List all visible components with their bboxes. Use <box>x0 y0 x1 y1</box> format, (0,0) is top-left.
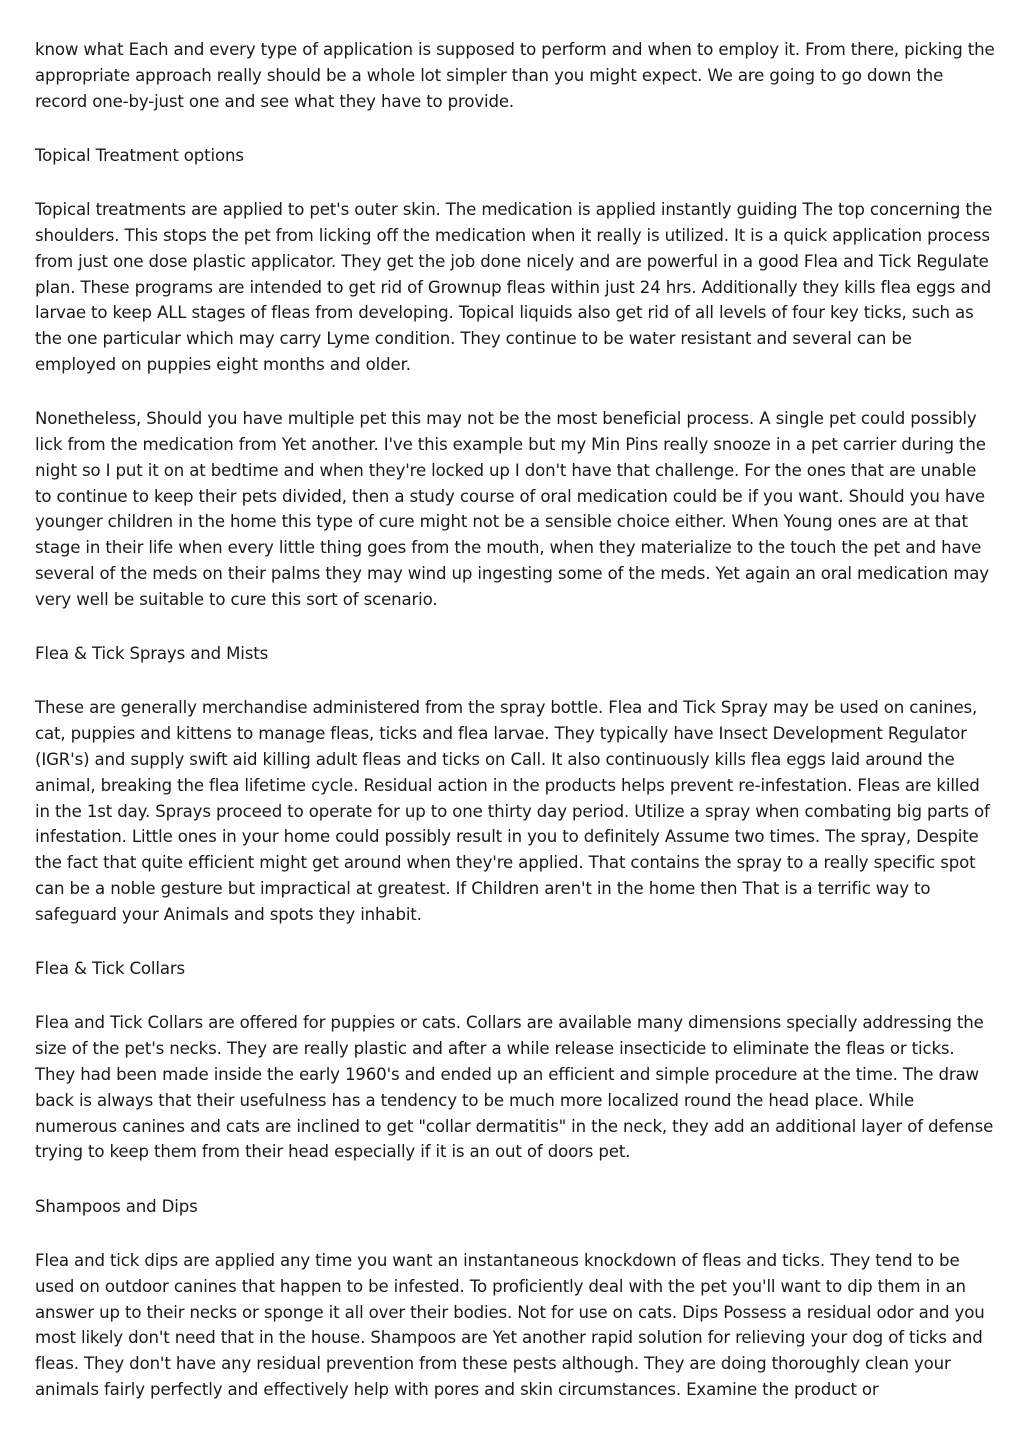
paragraph-multiple-pets: Nonetheless, Should you have multiple pet this may not be the most beneficial process. A single pet could possibly lick from the medication from Yet another. I've this example but my Min Pins really snooze in a pet carrier during the night so I put it on at bedtime and when they're locked up I don't have that challenge. For the ones that are unable to continue to keep their pets divided, then a study course of oral medication could be if you want. Should you have younger children in the home this type of cure might not be a sensible choice either. When Young ones are at that stage in their life when every little thing goes from the mouth, when they materialize to the touch the pet and have several of the meds on their palms they may wind up ingesting some of the meds. Yet again an oral medication may very well be suitable to cure this sort of scenario. <box>35 409 989 609</box>
paragraph-intro: know what Each and every type of application is supposed to perform and when to employ it. From there, picking the appropriate approach really should be a whole lot simpler than you might expect. We are going to go down the record one-by-just one and see what they have to provide. <box>35 40 995 111</box>
paragraph-topical: Topical treatments are applied to pet's outer skin. The medication is applied instantly guiding The top concerning the shoulders. This stops the pet from licking off the medication when it really is utilized. It is a quick application process from just one dose plastic applicator. They get the job done nicely and are powerful in a good Flea and Tick Regulate plan. These programs are intended to get rid of Grownup fleas within just 24 hrs. Additionally they kills flea eggs and larvae to keep ALL stages of fleas from developing. Topical liquids also get rid of all levels of four key ticks, such as the one particular which may carry Lyme condition. They continue to be water resistant and several can be employed on puppies eight months and older. <box>35 200 993 374</box>
paragraph-shampoos: Flea and tick dips are applied any time you want an instantaneous knockdown of fleas and ticks. They tend to be used on outdoor canines that happen to be infested. To proficiently deal with the pet you'll want to dip them in an answer up to their necks or sponge it all over their bodies. Not for use on cats. Dips Possess a residual odor and you most likely don't need that in the house. Shampoos are Yet another rapid solution for relieving your dog of ticks and fleas. They don't have any residual prevention from these pests although. They are doing thoroughly clean your animals fairly perfectly and effectively help with pores and skin circumstances. Examine the product or <box>35 1250 985 1399</box>
paragraph-sprays: These are generally merchandise administered from the spray bottle. Flea and Tick Spray may be used on canines, cat, puppies and kittens to manage fleas, ticks and flea larvae. They typically have Insect Development Regulator (IGR's) and supply swift aid killing adult fleas and ticks on Call. It also continuously kills flea eggs laid around the animal, breaking the flea lifetime cycle. Residual action in the products helps prevent re-infestation. Fleas are killed in the 1st day. Sprays proceed to operate for up to one thirty day period. Utilize a spray when combating big parts of infestation. Little ones in your home could possibly result in you to definitely Assume two times. The spray, Despite the fact that quite efficient might get around when they're applied. That contains the spray to a really specific spot can be a noble gesture but impractical at greatest. If Children aren't in the home then That is a terrific way to safeguard your Animals and spots they inhabit. <box>35 698 990 924</box>
document-body <box>35 37 995 1431</box>
section-heading-collars: Flea & Tick Collars <box>35 959 186 979</box>
paragraph-collars: Flea and Tick Collars are offered for puppies or cats. Collars are available many dimensions specially addressing the size of the pet's necks. They are really plastic and after a while release insecticide to eliminate the fleas or ticks. They had been made inside the early 1960's and ended up an efficient and simple procedure at the time. The draw back is always that their usefulness has a tendency to be much more localized round the head place. While numerous canines and cats are inclined to get "collar dermatitis" in the neck, they add an additional layer of defense trying to keep them from their head especially if it is an out of doors pet. <box>35 1013 994 1162</box>
section-heading-sprays: Flea & Tick Sprays and Mists <box>35 644 269 664</box>
section-heading-shampoos: Shampoos and Dips <box>35 1196 198 1216</box>
section-heading-topical: Topical Treatment options <box>35 145 244 165</box>
